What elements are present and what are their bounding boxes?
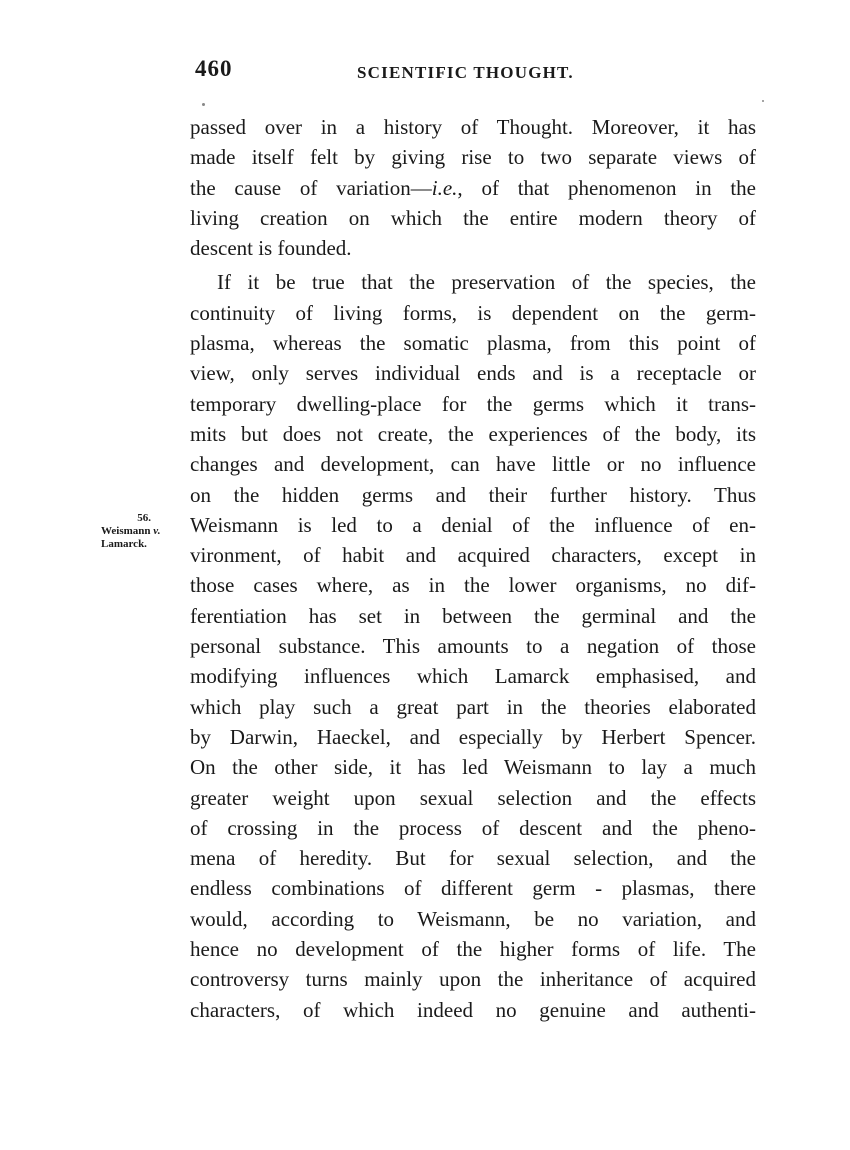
- page-number: 460: [195, 56, 233, 81]
- text-line: living creation on which the entire modern theory of: [190, 205, 756, 230]
- text-line: Weismann is led to a denial of the influence of en-: [190, 512, 756, 537]
- text-line: made itself felt by giving rise to two separate views of: [190, 145, 756, 170]
- margin-note-number: 56.: [137, 512, 151, 524]
- text-line: on the hidden germs and their further history. Thus: [190, 482, 756, 507]
- text-line: characters, of which indeed no genuine and authenti-: [190, 997, 756, 1022]
- text-line: those cases where, as in the lower organisms, no dif-: [190, 573, 756, 598]
- text-line: temporary dwelling-place for the germs which it trans-: [190, 391, 756, 416]
- paragraph-2: [190, 267, 756, 1024]
- text-line: by Darwin, Haeckel, and especially by Herbert Spencer.: [190, 724, 756, 749]
- text-line: the cause of variation—i.e., of that phenomenon in the: [190, 175, 757, 200]
- text-line: controversy turns mainly upon the inheritance of acquired: [190, 967, 756, 992]
- text-line: mits but does not create, the experiences of the body, its: [190, 421, 756, 446]
- margin-note-line: Lamarck.: [101, 538, 147, 550]
- print-speck: [762, 100, 764, 102]
- margin-note-line: Weismann v.: [101, 525, 161, 537]
- text-line: modifying influences which Lamarck emphasised, and: [190, 664, 756, 689]
- text-line: mena of heredity. But for sexual selection, and the: [190, 846, 756, 871]
- print-speck: [202, 103, 205, 106]
- text-line: would, according to Weismann, be no variation, and: [190, 906, 756, 931]
- text-line: endless combinations of different germ - plasmas, there: [190, 876, 756, 901]
- paragraph-1: [190, 112, 756, 263]
- text-line: On the other side, it has led Weismann to lay a much: [190, 755, 756, 780]
- text-line: hence no development of the higher forms of life. The: [190, 937, 756, 962]
- text-line: passed over in a history of Thought. Moreover, it has: [190, 115, 756, 139]
- text-line: descent is founded.: [190, 236, 352, 261]
- text-line: changes and development, can have little or no influence: [190, 452, 756, 477]
- text-line: greater weight upon sexual selection and the effects: [190, 785, 756, 810]
- text-line: view, only serves individual ends and is a receptacle or: [190, 361, 756, 386]
- text-line: vironment, of habit and acquired characters, except in: [190, 543, 756, 568]
- text-line: continuity of living forms, is dependent on the germ-: [190, 300, 756, 325]
- running-title: SCIENTIFIC THOUGHT.: [357, 63, 574, 82]
- text-line: plasma, whereas the somatic plasma, from this point of: [190, 331, 756, 356]
- text-line: personal substance. This amounts to a negation of those: [190, 634, 756, 659]
- text-line: of crossing in the process of descent and the pheno-: [190, 815, 756, 840]
- text-line: which play such a great part in the theories elaborated: [190, 694, 756, 719]
- text-line: If it be true that the preservation of the species, the: [217, 270, 756, 295]
- body-text: [190, 112, 756, 1025]
- text-line: ferentiation has set in between the germinal and the: [190, 603, 756, 628]
- margin-note: [101, 512, 189, 551]
